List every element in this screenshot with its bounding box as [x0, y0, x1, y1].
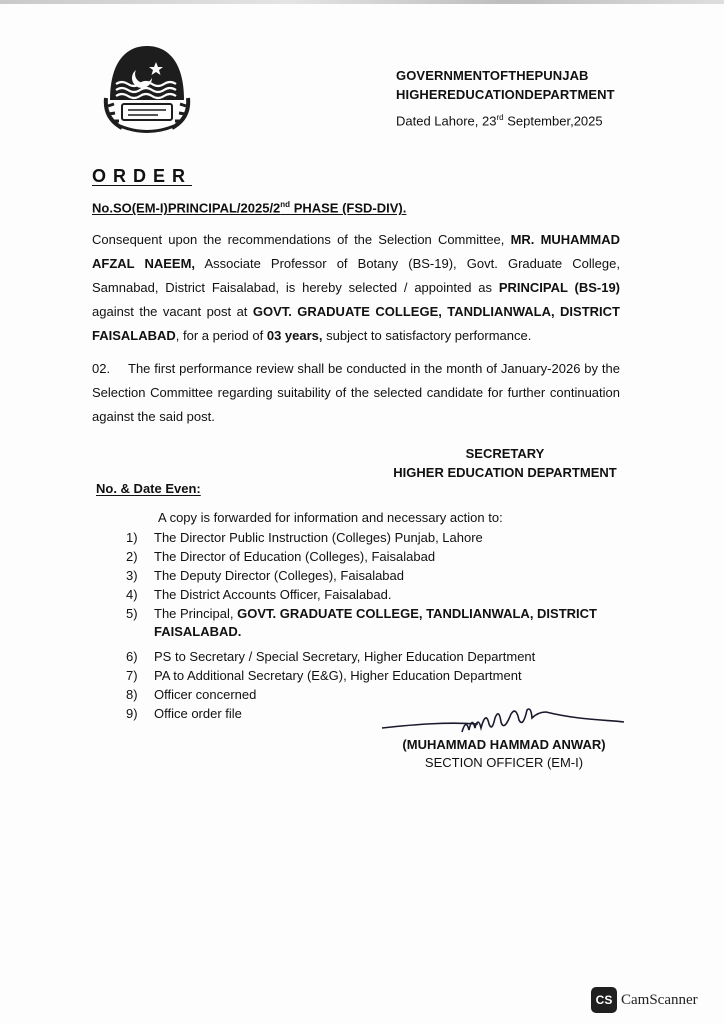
copy-forward-intro: A copy is forwarded for information and necessary action to: — [158, 510, 503, 525]
list-item-text: Officer concerned — [154, 687, 257, 702]
secretary-block — [380, 444, 630, 482]
dated-sup: rd — [496, 113, 504, 122]
list-item-text: The Director of Education (Colleges), Faisalabad — [154, 549, 436, 564]
list-item — [118, 605, 630, 641]
dated-prefix: Dated Lahore, 23 — [396, 113, 497, 129]
list-item-number: 3) — [126, 568, 138, 583]
list-item-number: 7) — [126, 668, 138, 683]
list-item — [118, 548, 630, 566]
government-name: GOVERNMENTOFTHEPUNJAB — [396, 68, 589, 83]
para1-text-2: Associate Professor of Botany (BS-19), Govt. Graduate College, Samnabad, District Faisalabad, is hereby selected / appointed as — [92, 256, 620, 295]
list-item-text: PS to Secretary / Special Secretary, Higher Education Department — [154, 649, 536, 664]
list-item-text: Office order file — [154, 706, 242, 721]
officer-title: SECTION OFFICER (EM-I) — [424, 755, 584, 770]
camscanner-watermark — [591, 987, 698, 1013]
list-item — [118, 567, 630, 585]
distribution-list — [118, 529, 630, 724]
list-item-text: The Principal, — [154, 606, 238, 621]
camscanner-logo-icon: CS — [591, 987, 617, 1013]
list-item-number: 4) — [126, 587, 138, 602]
list-item-text: The District Accounts Officer, Faisalabad. — [154, 587, 392, 602]
list-item-number: 8) — [126, 687, 138, 702]
appointment-paragraph — [92, 228, 620, 348]
list-item — [118, 529, 630, 547]
list-item — [118, 586, 630, 604]
officer-name: (MUHAMMAD HAMMAD ANWAR) — [402, 737, 606, 752]
secretary-department: HIGHER EDUCATION DEPARTMENT — [393, 465, 617, 480]
handwritten-signature — [378, 706, 630, 740]
department-header — [396, 66, 636, 130]
list-item-text: The Deputy Director (Colleges), Faisalabad — [154, 568, 404, 583]
list-item-text: The Director Public Instruction (Colleges) Punjab, Lahore — [154, 530, 483, 545]
para1-text-5: subject to satisfactory performance. — [322, 328, 532, 343]
dated-suffix: September,2025 — [503, 113, 603, 129]
list-item-number: 9) — [126, 706, 138, 721]
appointee-name: MR. MUHAMMAD AFZAL NAEEM, — [92, 232, 620, 271]
section-officer-block — [384, 736, 624, 772]
order-number — [92, 200, 406, 215]
department-name: HIGHEREDUCATIONDEPARTMENT — [396, 87, 615, 102]
list-item — [118, 667, 630, 685]
list-item-number: 2) — [126, 549, 138, 564]
scan-edge — [0, 0, 724, 4]
dated-line — [396, 109, 636, 130]
para1-text-1: Consequent upon the recommendations of the Selection Committee, — [92, 232, 511, 247]
punjab-government-emblem-icon — [100, 40, 194, 138]
appointed-post: PRINCIPAL (BS-19) — [498, 280, 620, 295]
para1-text-3: against the vacant post at — [92, 304, 253, 319]
order-number-sup: nd — [280, 200, 291, 209]
order-number-prefix: No.SO(EM-I)PRINCIPAL/2025/2 — [92, 200, 281, 216]
no-date-even-heading: No. & Date Even: — [96, 481, 201, 496]
list-item-number: 5) — [126, 606, 138, 621]
para1-text-4: , for a period of — [175, 328, 267, 343]
list-item-bold-text: GOVT. GRADUATE COLLEGE, TANDLIANWALA, DISTRICT FAISALABAD. — [154, 606, 597, 639]
list-item-number: 6) — [126, 649, 138, 664]
list-item — [118, 686, 630, 704]
tenure-period: 03 years, — [266, 328, 323, 343]
posting-college: GOVT. GRADUATE COLLEGE, TANDLIANWALA, DISTRICT FAISALABAD — [92, 304, 620, 343]
list-item-number: 1) — [126, 530, 138, 545]
order-number-suffix: PHASE (FSD-DIV). — [290, 200, 407, 216]
camscanner-label: CamScanner — [621, 991, 698, 1008]
order-heading: ORDER — [92, 166, 193, 186]
review-text: The first performance review shall be conducted in the month of January-2026 by the Selection Committee regarding suitability of the selected candidate for further continuation against the said post. — [92, 361, 620, 424]
secretary-title: SECRETARY — [465, 446, 545, 461]
list-item-text: PA to Additional Secretary (E&G), Higher Education Department — [154, 668, 522, 683]
review-paragraph — [92, 357, 620, 429]
paragraph-number: 02. — [92, 361, 111, 376]
list-item — [118, 648, 630, 666]
